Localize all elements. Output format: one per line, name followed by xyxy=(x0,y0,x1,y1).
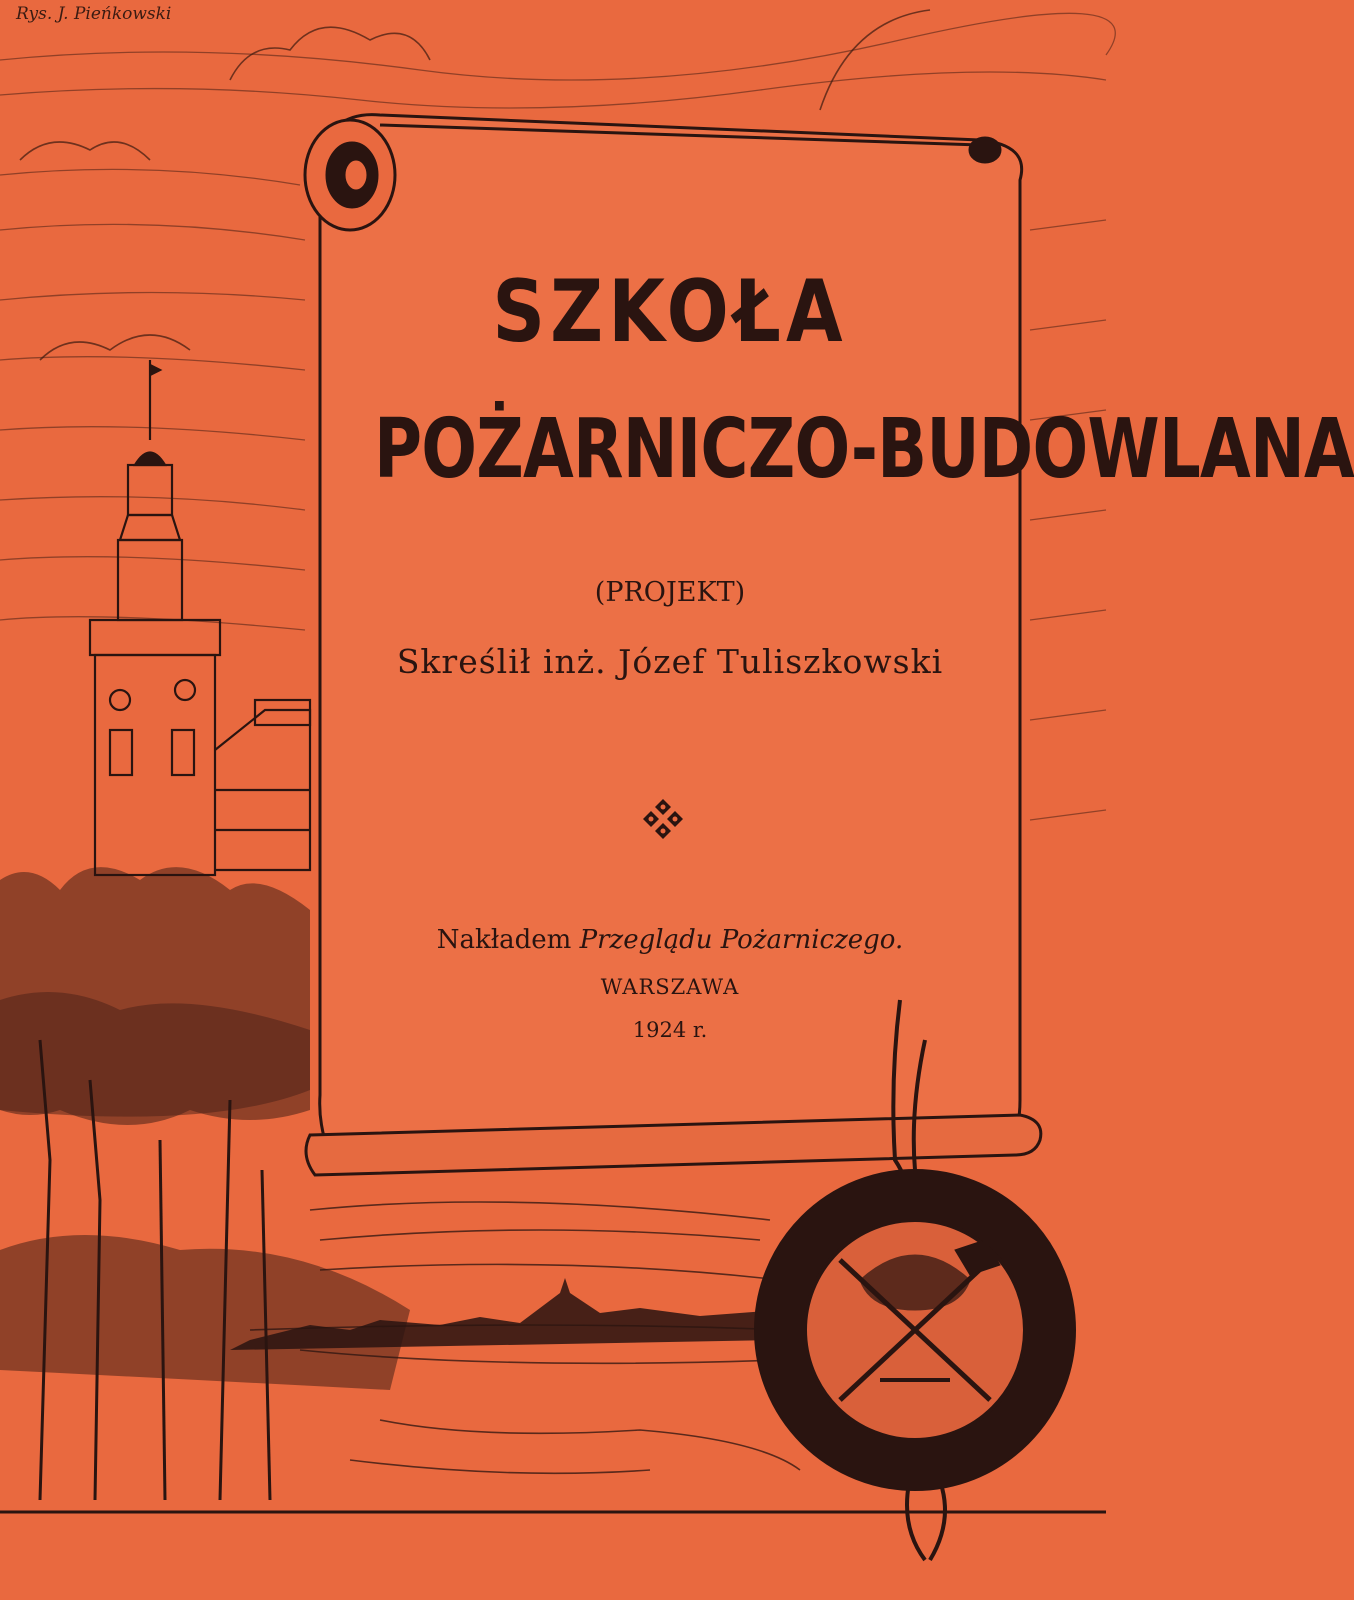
subtitle: (PROJEKT) xyxy=(594,577,746,608)
author-line: Skreślił inż. Józef Tuliszkowski xyxy=(396,642,944,681)
ornament-icon xyxy=(641,797,685,841)
publication-year: 1924 r. xyxy=(632,1018,708,1042)
artist-signature: Rys. J. Pieńkowski xyxy=(16,4,172,24)
publisher-prefix: Nakładem xyxy=(436,925,572,955)
title-line-1: SZKOŁA xyxy=(492,262,848,362)
publisher-line xyxy=(330,925,1010,955)
title-line-2: POŻARNICZO-BUDOWLANA xyxy=(374,402,1354,497)
publisher-name: Przeglądu Pożarniczego. xyxy=(579,925,904,955)
publication-city: WARSZAWA xyxy=(600,975,740,999)
